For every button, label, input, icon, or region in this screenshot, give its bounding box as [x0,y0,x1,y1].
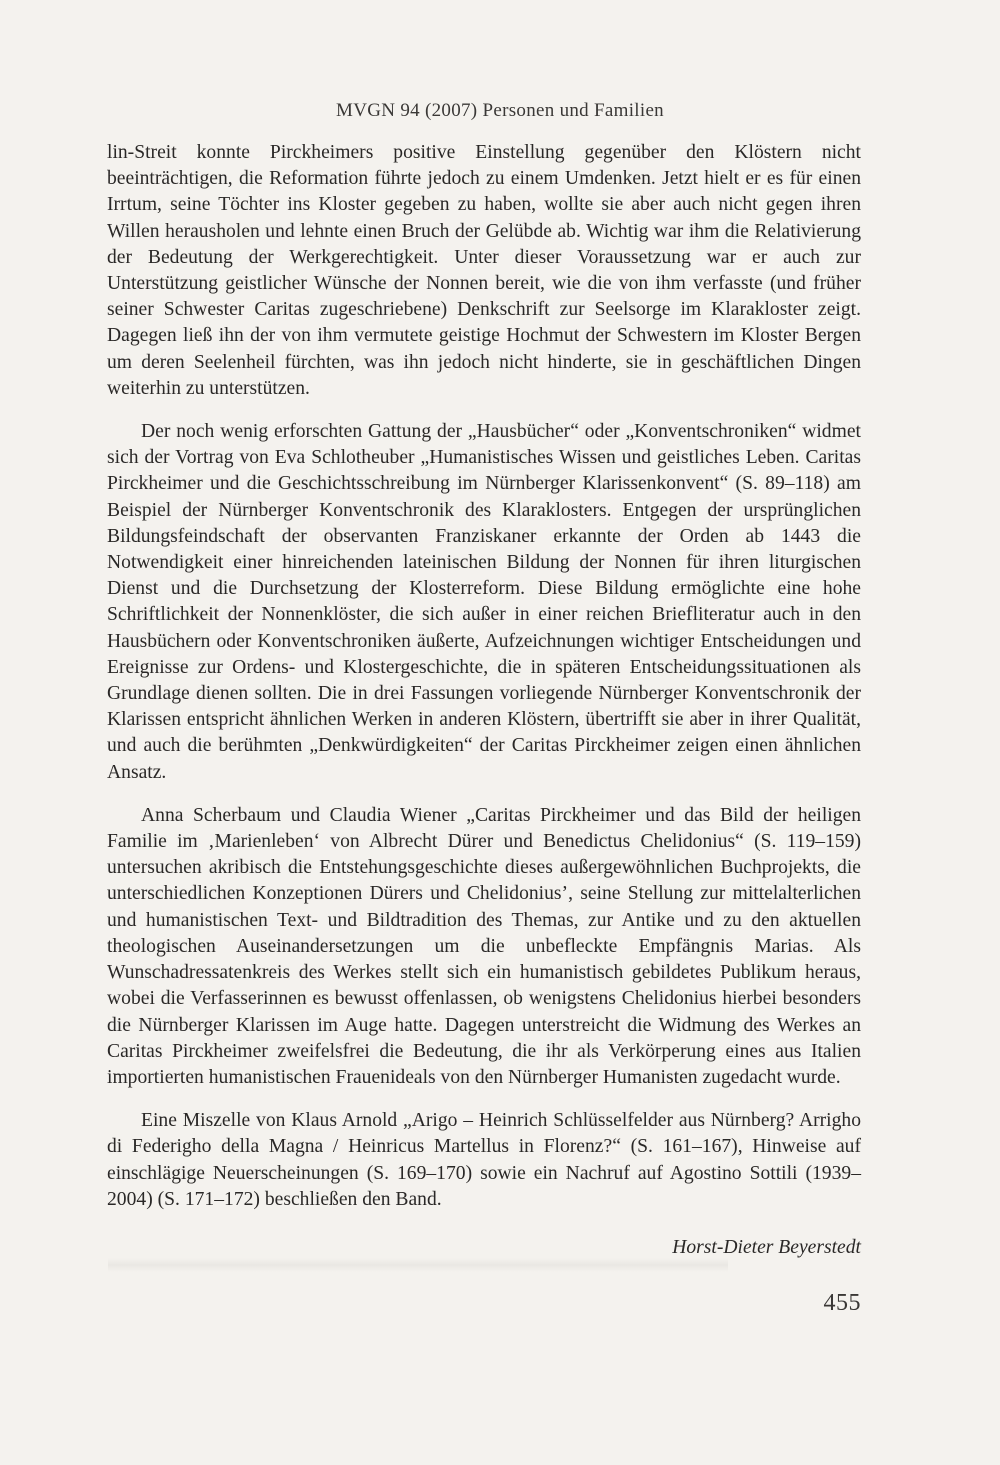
paragraph-4: Eine Miszelle von Klaus Arnold „Arigo – Heinrich Schlüsselfelder aus Nürnberg? Arrigho di Federigho della Magna / Heinricus Martellus in Florenz?“ (S. 161–167), Hinweise auf einschlägige Neuerscheinungen (S. 169–170) sowie ein Nachruf auf Agostino Sottili (1939–2004) (S. 171–172) beschließen den Band. [107,1110,861,1210]
running-head: MVGN 94 (2007) Personen und Familien [336,100,664,121]
author-signature: Horst-Dieter Beyerstedt [672,1237,861,1258]
paragraph-2: Der noch wenig erforschten Gattung der „Hausbücher“ oder „Konventschroniken“ widmet sich der Vortrag von Eva Schlotheuber „Humanistisches Wissen und geistliches Leben. Caritas Pirckheimer und die Geschichtsschreibung im Nürnberger Klarissenkonvent“ (S. 89–118) am Beispiel der Nürnberger Konventschronik des Klaraklosters. Entgegen der ursprünglichen Bildungsfeindschaft der observanten Franziskaner erkannte der Orden ab 1443 die Notwendigkeit einer hinreichenden lateinischen Bildung der Nonnen für ihren liturgischen Dienst und die Durchsetzung der Klosterreform. Diese Bildung ermöglichte eine hohe Schriftlichkeit der Nonnenklöster, die sich außer in einer reichen Briefliteratur auch in den Hausbüchern oder Konventschroniken äußerte, Aufzeichnungen wichtiger Entscheidungen und Ereignisse zur Ordens- und Klostergeschichte, die in späteren Entscheidungssituationen als Grundlage dienen sollten. Die in drei Fassungen vorliegende Nürnberger Konventschronik der Klarissen entspricht ähnlichen Werken in anderen Klöstern, übertrifft sie aber in ihrer Qualität, und auch die berühmten „Denkwürdigkeiten“ der Caritas Pirckheimer zeigen einen ähnlichen Ansatz. [107,421,861,783]
show-through-shadow [108,1258,728,1272]
page-number: 455 [823,1290,861,1316]
paragraph-3: Anna Scherbaum und Claudia Wiener „Caritas Pirckheimer und das Bild der heiligen Familie im ‚Marienleben‘ von Albrecht Dürer und Benedictus Chelidonius“ (S. 119–159) untersuchen akribisch die Entstehungsgeschichte dieses außergewöhnlichen Buchprojekts, die unterschiedlichen Konzeptionen Dürers und Chelidonius’, seine Stellung zur mittelalterlichen und humanistischen Text- und Bildtradition des Themas, zur Antike und zu den aktuellen theologischen Auseinandersetzungen um die unbefleckte Empfängnis Marias. Als Wunschadressatenkreis des Werkes stellt sich ein humanistisch gebildetes Publikum heraus, wobei die Verfasserinnen es bewusst offenlassen, ob wenigstens Chelidonius hierbei besonders die Nürnberger Klarissen im Auge hatte. Dagegen unterstreicht die Widmung des Werkes an Caritas Pirckheimer zweifelsfrei die Bedeutung, die ihr als Verkörperung eines aus Italien importierten humanistischen Frauenideals von den Nürnberger Humanisten zugedacht wurde. [107,804,861,1088]
paragraph-1: lin-Streit konnte Pirckheimers positive Einstellung gegenüber den Klöstern nicht beeinträchtigen, die Reformation führte jedoch zu einem Umdenken. Jetzt hielt er es für einen Irrtum, seine Töchter ins Kloster gegeben zu haben, wollte sie aber auch nicht gegen ihren Willen herausholen und lehnte einen Bruch der Gelübde ab. Wichtig war ihm die Relativierung der Bedeutung der Werkgerechtigkeit. Unter dieser Voraussetzung war er auch zur Unterstützung geistlicher Wünsche der Nonnen bereit, wie die von ihm verfasste (und früher seiner Schwester Caritas zugeschriebene) Denkschrift zur Seelsorge im Klarakloster zeigt. Dagegen ließ ihn der von ihm vermutete geistige Hochmut der Schwestern im Kloster Bergen um deren Seelenheil fürchten, was ihn jedoch nicht hinderte, sie in geschäftlichen Dingen weiterhin zu unterstützen. [107,142,861,399]
body-text [107,140,861,1230]
